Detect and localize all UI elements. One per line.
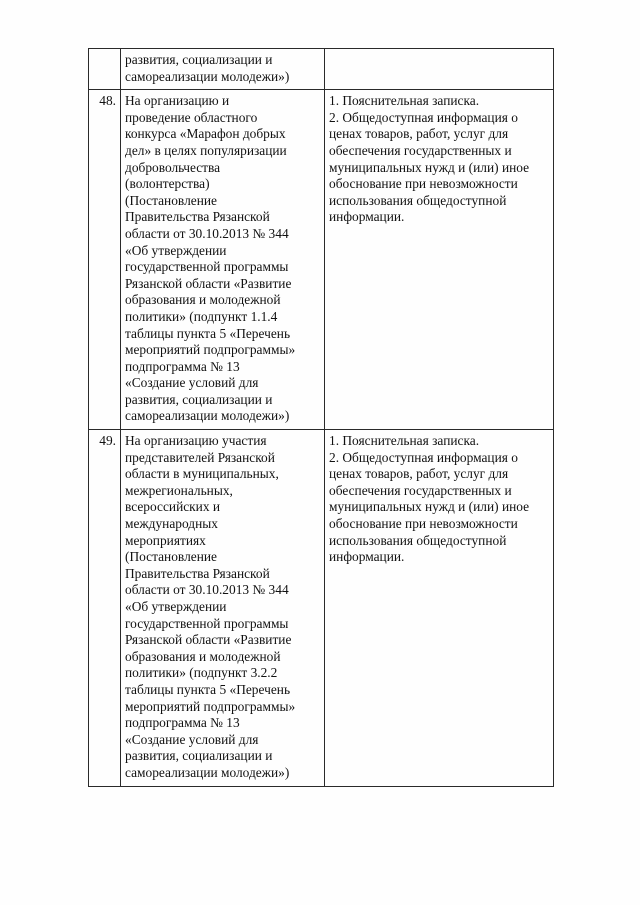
- documents-line: ценах товаров, работ, услуг для: [329, 466, 509, 482]
- description-line: государственной программы: [125, 259, 289, 275]
- description-line: (Постановление: [125, 192, 217, 208]
- documents-line: муниципальных нужд и (или) иное: [329, 159, 530, 175]
- description-line: Правительства Рязанской: [125, 565, 270, 581]
- description-line: области от 30.10.2013 № 344: [125, 582, 289, 598]
- documents-line: 1. Пояснительная записка.: [329, 433, 480, 449]
- description-line: «Создание условий для: [125, 375, 259, 391]
- row-documents: [325, 430, 554, 786]
- description-line: политики» (подпункт 3.2.2: [125, 665, 278, 681]
- description-line: (волонтерства): [125, 176, 210, 192]
- description-line: области от 30.10.2013 № 344: [125, 225, 289, 241]
- description-line: «Об утверждении: [125, 242, 227, 258]
- description-line: проведение областного: [125, 109, 258, 125]
- description-line: На организацию и: [125, 93, 230, 109]
- description-line: Рязанской области «Развитие: [125, 275, 292, 291]
- row-number: 49.: [89, 430, 121, 786]
- description-line: самореализации молодежи»): [125, 68, 290, 84]
- description-line: развития, социализации и: [125, 748, 273, 764]
- description-line: «Об утверждении: [125, 599, 227, 614]
- description-line: мероприятий подпрограммы»: [125, 698, 296, 714]
- description-line: политики» (подпункт 1.1.4: [125, 308, 278, 324]
- table-row: [89, 90, 554, 430]
- description-line: мероприятиях: [125, 532, 206, 548]
- documents-line: информации.: [329, 549, 405, 565]
- description-line: международных: [125, 516, 218, 532]
- row-description: [121, 430, 325, 786]
- documents-line: 2. Общедоступная информация о: [329, 109, 518, 125]
- row-description: [121, 90, 325, 430]
- description-line: области в муниципальных,: [125, 466, 279, 482]
- requirements-table: [88, 48, 554, 787]
- description-line: государственной программы: [125, 615, 289, 631]
- row-number: 48.: [89, 90, 121, 430]
- row-description: [121, 49, 325, 90]
- description-line: подпрограмма № 13: [125, 358, 240, 374]
- description-line: представителей Рязанской: [125, 449, 275, 465]
- description-line: дел» в целях популяризации: [125, 142, 287, 158]
- documents-line: обеспечения государственных и: [329, 142, 512, 158]
- row-number: [89, 49, 121, 90]
- documents-line: информации.: [329, 209, 405, 225]
- description-line: конкурса «Марафон добрых: [125, 126, 286, 142]
- documents-line: обоснование при невозможности: [329, 516, 518, 532]
- description-line: образования и молодежной: [125, 292, 281, 308]
- documents-line: обеспечения государственных и: [329, 482, 512, 498]
- documents-line: обоснование при невозможности: [329, 176, 518, 192]
- description-line: На организацию участия: [125, 433, 267, 449]
- description-line: Правительства Рязанской: [125, 209, 270, 225]
- description-line: развития, социализации и: [125, 52, 273, 67]
- documents-line: использования общедоступной: [329, 532, 507, 548]
- documents-line: 2. Общедоступная информация о: [329, 449, 518, 465]
- description-line: всероссийских и: [125, 499, 221, 515]
- description-line: развития, социализации и: [125, 391, 273, 407]
- documents-line: ценах товаров, работ, услуг для: [329, 126, 509, 142]
- description-line: «Создание условий для: [125, 731, 259, 747]
- description-line: межрегиональных,: [125, 482, 233, 498]
- description-line: (Постановление: [125, 549, 217, 565]
- description-line: мероприятий подпрограммы»: [125, 342, 296, 358]
- documents-line: 1. Пояснительная записка.: [329, 93, 480, 109]
- row-documents: [325, 90, 554, 430]
- row-documents: [325, 49, 554, 90]
- table-row: [89, 430, 554, 786]
- table-row: [89, 49, 554, 90]
- documents-line: муниципальных нужд и (или) иное: [329, 499, 530, 515]
- description-line: таблицы пункта 5 «Перечень: [125, 325, 291, 341]
- description-line: самореализации молодежи»): [125, 408, 290, 424]
- description-line: Рязанской области «Развитие: [125, 632, 292, 648]
- description-line: самореализации молодежи»): [125, 764, 290, 780]
- description-line: добровольчества: [125, 159, 221, 175]
- description-line: подпрограмма № 13: [125, 715, 240, 731]
- description-line: образования и молодежной: [125, 648, 281, 664]
- documents-line: использования общедоступной: [329, 192, 507, 208]
- description-line: таблицы пункта 5 «Перечень: [125, 681, 291, 697]
